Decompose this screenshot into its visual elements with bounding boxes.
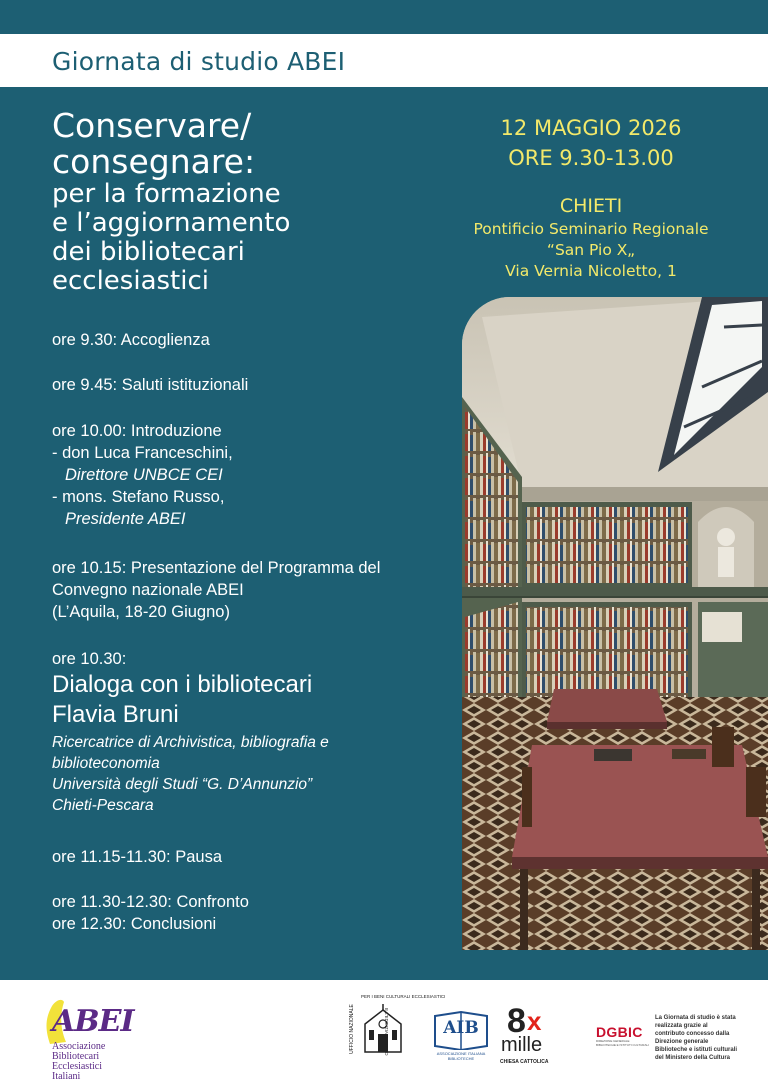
event-details	[450, 113, 732, 282]
session-title: Dialoga con i bibliotecari	[52, 671, 313, 698]
event-title	[52, 108, 290, 296]
funding-note-line: realizzata grazie al	[655, 1023, 708, 1029]
title-line: per la formazione	[52, 179, 281, 209]
speaker-name: - mons. Stefano Russo,	[52, 488, 225, 506]
program-text: ore 10.30:	[52, 650, 127, 668]
header-title: Giornata di studio ABEI	[52, 47, 346, 76]
program-text: Convegno nazionale ABEI	[52, 581, 244, 599]
speaker-name: - don Luca Franceschini,	[52, 444, 233, 462]
footer	[0, 980, 768, 1087]
unbce-text-vertical: UFFICIO NAZIONALE	[349, 1004, 355, 1054]
program-text: ore 9.30: Accoglienza	[52, 331, 210, 349]
unbce-text: PER I BENI CULTURALI ECCLESIASTICI	[361, 994, 446, 999]
guest-name: Flavia Bruni	[52, 701, 179, 728]
program-text: ore 12.30: Conclusioni	[52, 915, 217, 933]
program-text: ore 11.30-12.30: Confronto	[52, 893, 249, 911]
library-photo	[462, 297, 768, 950]
program-item	[52, 557, 380, 623]
program-text: ore 9.45: Saluti istituzionali	[52, 376, 249, 394]
unbce-logo	[345, 992, 446, 1072]
abei-name	[52, 1042, 105, 1082]
funding-note-line: del Ministero della Cultura	[655, 1055, 731, 1061]
program-item	[52, 891, 249, 935]
event-city: CHIETI	[559, 195, 623, 217]
funding-note-line: La Giornata di studio è stata	[655, 1015, 736, 1021]
otto-x: x	[527, 1006, 542, 1036]
event-time: ORE 9.30-13.00	[508, 146, 674, 170]
abei-name-line: Italiani	[52, 1071, 81, 1082]
guest-role: Chieti-Pescara	[52, 797, 154, 814]
abei-name-line: Bibliotecari	[52, 1051, 100, 1062]
aib-subtitle: ASSOCIAZIONE ITALIANA BIBLIOTECHE	[436, 1051, 486, 1061]
program-text: ore 10.15: Presentazione del Programma del	[52, 559, 381, 577]
funding-note-line: Direzione generale	[655, 1039, 709, 1045]
funding-note-line: Biblioteche e istituti culturali	[655, 1047, 738, 1053]
program-text: ore 11.15-11.30: Pausa	[52, 848, 223, 866]
church-facade-icon	[361, 1004, 405, 1054]
event-venue: “San Pio X„	[546, 241, 636, 259]
dgbic-subtitle: DIREZIONE GENERALE BIBLIOTECHE E ISTITUTI CULTURALI	[596, 1039, 649, 1047]
program-item	[52, 420, 233, 530]
event-address: Via Vernia Nicoletto, 1	[505, 262, 677, 280]
event-venue: Pontificio Seminario Regionale	[473, 220, 709, 238]
event-date: 12 MAGGIO 2026	[500, 116, 682, 140]
abei-name-line: Ecclesiastici	[52, 1061, 102, 1072]
speaker-role: Direttore UNBCE CEI	[65, 466, 223, 484]
otto-per-mille-logo	[495, 1002, 555, 1068]
abei-logo	[36, 990, 156, 1084]
otto-mille: mille	[501, 1034, 543, 1056]
program-item	[52, 374, 248, 396]
program-text: (L’Aquila, 18-20 Giugno)	[52, 603, 230, 621]
program-item	[52, 648, 329, 816]
title-line: Conservare/	[52, 106, 252, 145]
funding-note-line: contributo concesso dalla	[655, 1031, 730, 1037]
top-band	[0, 0, 768, 34]
program-item	[52, 329, 210, 351]
abei-wordmark: ABEI	[52, 1004, 134, 1039]
title-line: dei bibliotecari	[52, 237, 245, 267]
aib-wordmark: AIB	[443, 1018, 479, 1038]
otto-subtitle: CHIESA CATTOLICA	[500, 1059, 549, 1065]
funding-note	[655, 1014, 765, 1062]
otto-number: 8	[507, 1002, 526, 1040]
dgbic-wordmark: DGBIC	[596, 1024, 643, 1040]
program-item	[52, 846, 222, 868]
title-line: e l’aggiornamento	[52, 208, 291, 238]
aib-logo	[433, 1010, 489, 1062]
program-text: ore 10.00: Introduzione	[52, 422, 222, 440]
guest-role: Università degli Studi “G. D’Annunzio”	[52, 776, 313, 793]
guest-role: Ricercatrice di Archivistica, bibliografia e	[52, 734, 329, 751]
guest-role: biblioteconomia	[52, 755, 160, 772]
abei-name-line: Associazione	[52, 1041, 106, 1052]
dgbic-logo	[596, 1024, 649, 1054]
library-illustration	[462, 297, 768, 950]
title-line: consegnare:	[52, 142, 256, 181]
unbce-text: E L'EDILIZIA DI CULTO	[384, 1008, 389, 1056]
speaker-role: Presidente ABEI	[65, 510, 186, 528]
title-line: ecclesiastici	[52, 266, 209, 296]
